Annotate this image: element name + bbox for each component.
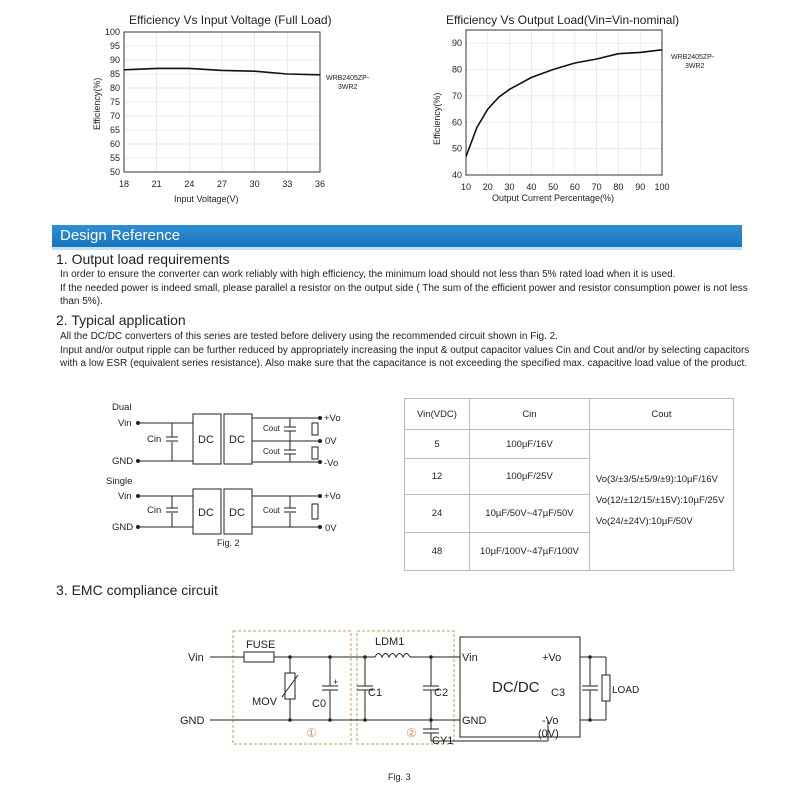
chart-left-xtick-label: 21 <box>151 179 162 189</box>
chart-right-xtick-label: 90 <box>635 182 646 192</box>
fig3-c0-plus: + <box>333 677 339 687</box>
chart-right-xtick-label: 80 <box>613 182 624 192</box>
cout-line: Vo(12/±12/15/±15V):10µF/25V <box>595 494 725 506</box>
chart-right-series-label-2: 3WR2 <box>685 63 705 70</box>
fig3-cy1: CY1 <box>432 735 454 747</box>
chart-left-ytick-label: 75 <box>109 97 120 107</box>
chart-left-xlabel: Input Voltage(V) <box>174 194 239 204</box>
chart-right <box>432 13 715 203</box>
table-cell-cin: 100µF/16V <box>470 430 590 459</box>
table-cell-cout <box>589 430 733 571</box>
table-header-vin: Vin(VDC) <box>405 399 470 430</box>
fig2-typical-application-diagram <box>100 396 370 556</box>
fig3-c3: C3 <box>551 687 566 699</box>
chart-right-ylabel: Efficiency(%) <box>432 92 442 145</box>
fig2-dual-label: Dual <box>112 402 132 413</box>
chart-left-ytick-label: 80 <box>109 83 120 93</box>
section-2-paragraph-2: Input and/or output ripple can be further reduced by appropriately increasing the input & output capacitor values Cin and Cout and/or by selecting capacitors with a low ESR (equivalent series resistance). Also make sure that the capacitance is not exceeding the specified max. capacitive load value of the product. <box>60 345 750 369</box>
chart-left-xtick-label: 30 <box>249 179 260 189</box>
fig2-dual-dc-left: DC <box>198 434 214 446</box>
chart-left-series-label-1: WRB2405ZP- <box>326 75 370 82</box>
chart-left-xtick-label: 24 <box>184 179 195 189</box>
fig3-caption: Fig. 3 <box>388 772 411 782</box>
design-reference-title: Design Reference <box>60 227 181 244</box>
chart-right-xtick-label: 50 <box>548 182 559 192</box>
fig2-single-gnd: GND <box>112 522 134 533</box>
chart-right-xtick-label: 30 <box>504 182 515 192</box>
table-cell-cin: 10µF/100V~47µF/100V <box>470 533 590 571</box>
section-2-paragraph-1: All the DC/DC converters of this series are tested before delivery using the recommended circuit shown in Fig. 2. <box>60 331 558 342</box>
fig2-dual-cin: Cin <box>147 434 162 445</box>
chart-left-ytick-label: 50 <box>109 167 120 177</box>
section-1-paragraph-1: In order to ensure the converter can work reliably with high efficiency, the minimum load should not less than 5% rated load when it is used. <box>60 269 676 280</box>
table-cell-vin: 24 <box>405 495 470 533</box>
section-2-title: 2. Typical application <box>56 312 186 328</box>
fig2-dual-pvo: +Vo <box>324 413 341 424</box>
table-cell-cin: 10µF/50V~47µF/50V <box>470 495 590 533</box>
fig2-dual-cout-2: Cout <box>263 447 280 456</box>
chart-right-ytick-label: 80 <box>451 64 462 75</box>
fig2-dual-nvo: -Vo <box>324 458 339 469</box>
fig3-module-nvo: -Vo <box>542 715 559 727</box>
chart-left-xtick-label: 27 <box>216 179 228 189</box>
fig3-vin: Vin <box>188 652 204 664</box>
fig2-caption: Fig. 2 <box>217 538 240 548</box>
fig3-gnd: GND <box>180 715 205 727</box>
table-cell-vin: 48 <box>405 533 470 571</box>
fig3-fuse: FUSE <box>246 639 276 651</box>
fig3-c2: C2 <box>434 687 449 699</box>
chart-right-frame <box>466 30 662 175</box>
chart-left-ytick-label: 55 <box>109 153 120 163</box>
table-header-row <box>405 399 734 430</box>
chart-right-xtick-label: 40 <box>526 182 537 192</box>
fig3-mov: MOV <box>252 696 278 708</box>
cout-line: Vo(24/±24V):10µF/50V <box>595 515 693 527</box>
section-1-paragraph-2: If the needed power is indeed small, please parallel a resistor on the output side ( The sum of the efficient power and resistor consumption power is not less than 5%). <box>60 283 748 307</box>
fig2-dual-vin: Vin <box>118 418 132 429</box>
fig3-load: LOAD <box>612 685 640 696</box>
table-header-cout: Cout <box>589 399 733 430</box>
table-header-cin: Cin <box>470 399 590 430</box>
chart-left-series-label-2: 3WR2 <box>338 84 358 91</box>
chart-left-xtick-label: 18 <box>118 179 130 189</box>
fig2-single-zero: 0V <box>325 523 337 534</box>
fig2-single-cin: Cin <box>147 505 162 516</box>
fig3-c0: C0 <box>312 698 327 710</box>
chart-right-title: Efficiency Vs Output Load(Vin=Vin-nominal) <box>446 13 680 27</box>
fig2-single-dc-left: DC <box>198 507 214 519</box>
chart-left-ytick-label: 65 <box>109 125 120 135</box>
fig3-module-gnd: GND <box>462 715 487 727</box>
chart-left-xtick-label: 36 <box>314 179 326 189</box>
chart-right-series-label-1: WRB2405ZP- <box>671 54 715 61</box>
chart-right-xtick-label: 60 <box>569 182 580 192</box>
chart-left-xtick-label: 33 <box>282 179 293 189</box>
fig3-region-2: ② <box>406 726 417 740</box>
section-3-title: 3. EMC compliance circuit <box>56 582 218 598</box>
fig2-single-cout: Cout <box>263 506 280 515</box>
fig2-single-vin: Vin <box>118 491 132 502</box>
efficiency-charts <box>0 0 800 215</box>
chart-right-xtick-label: 20 <box>482 182 493 192</box>
fig2-dual-dc-right: DC <box>229 434 245 446</box>
fig2-dual-gnd: GND <box>112 456 134 467</box>
cout-line: Vo(3/±3/5/±5/9/±9):10µF/16V <box>595 473 718 485</box>
fig2-dual-zero: 0V <box>325 436 337 447</box>
chart-left-title: Efficiency Vs Input Voltage (Full Load) <box>129 13 332 27</box>
chart-left-ytick-label: 90 <box>109 55 120 65</box>
fig3-module-zero: (0V) <box>538 728 559 740</box>
section-1-title: 1. Output load requirements <box>56 251 230 267</box>
fig2-single-label: Single <box>106 476 133 487</box>
chart-left-ytick-label: 100 <box>104 27 120 37</box>
chart-right-ytick-label: 40 <box>451 170 462 180</box>
capacitor-table <box>404 398 734 571</box>
chart-right-ytick-label: 90 <box>451 38 462 49</box>
table-cell-vin: 5 <box>405 430 470 459</box>
design-reference-banner <box>52 225 742 250</box>
chart-right-xtick-label: 100 <box>654 182 670 192</box>
fig2-single-pvo: +Vo <box>324 491 341 502</box>
chart-left-ytick-label: 95 <box>109 41 120 51</box>
table-cell-vin: 12 <box>405 459 470 495</box>
table-row <box>405 430 734 459</box>
fig3-module-pvo: +Vo <box>542 652 562 664</box>
table-cell-cin: 100µF/25V <box>470 459 590 495</box>
chart-right-series-line <box>466 50 662 157</box>
chart-left <box>92 13 370 204</box>
chart-left-ytick-label: 60 <box>109 139 120 149</box>
chart-right-ytick-label: 60 <box>451 117 462 128</box>
chart-right-ytick-label: 70 <box>451 90 462 101</box>
chart-right-xtick-label: 10 <box>460 182 472 192</box>
fig2-single-dc-right: DC <box>229 507 245 519</box>
chart-left-ytick-label: 70 <box>109 111 120 121</box>
fig3-module-vin: Vin <box>462 652 478 664</box>
fig3-c1: C1 <box>368 687 383 699</box>
fig3-ldm1: LDM1 <box>375 636 405 648</box>
chart-right-xlabel: Output Current Percentage(%) <box>492 193 615 203</box>
chart-left-ylabel: Efficiency(%) <box>92 77 102 130</box>
chart-right-xtick-label: 70 <box>591 182 602 192</box>
fig3-region-1: ① <box>306 726 317 740</box>
chart-right-ytick-label: 50 <box>451 143 462 154</box>
chart-left-ytick-label: 85 <box>109 69 120 79</box>
fig2-dual-cout-1: Cout <box>263 424 280 433</box>
fig3-emc-circuit-diagram <box>170 625 640 790</box>
fig3-module-label: DC/DC <box>492 679 540 696</box>
